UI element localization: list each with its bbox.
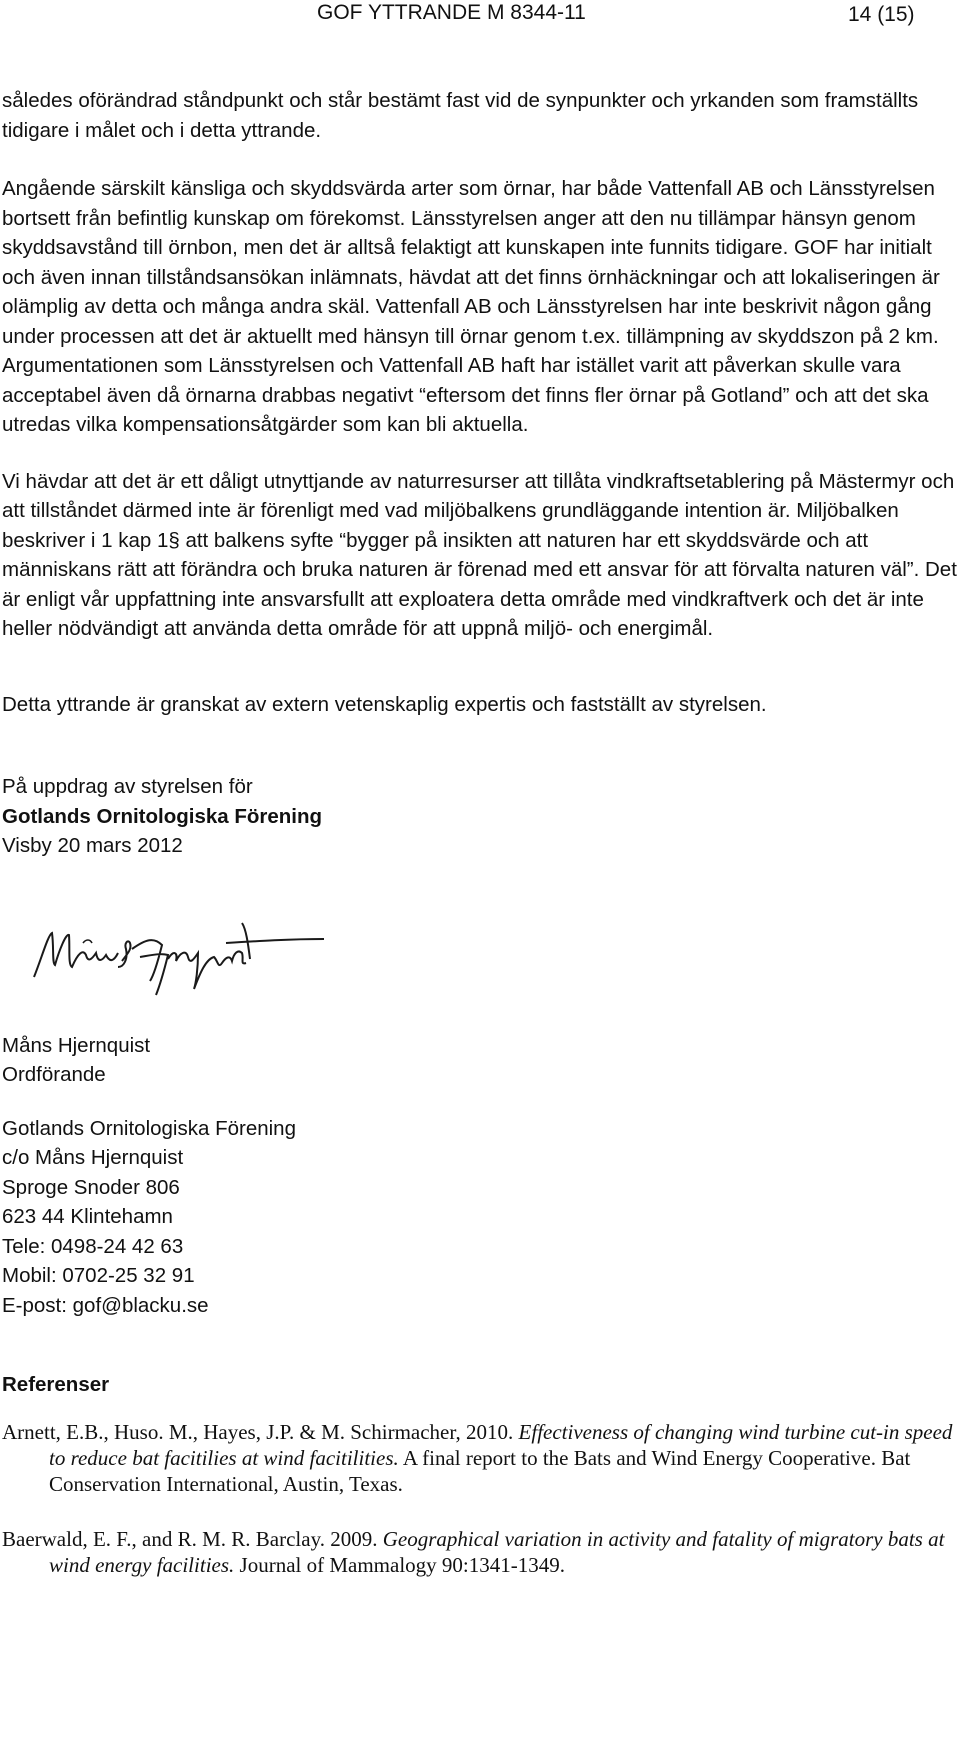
document-body xyxy=(2,86,957,1578)
signatory-role: Ordförande xyxy=(2,1063,106,1086)
reference-authors: Arnett, E.B., Huso. M., Hayes, J.P. & M. Schirmacher, 2010. xyxy=(2,1420,519,1444)
page-number: 14 (15) xyxy=(848,3,915,26)
references-heading: Referenser xyxy=(2,1373,110,1396)
signatory-name: Måns Hjernquist xyxy=(2,1033,151,1057)
reference-source: Journal of Mammalogy 90:1341-1349. xyxy=(234,1553,565,1577)
address-email: E-post: gof@blacku.se xyxy=(2,1293,209,1317)
reference-title: Geographical variation in activity and fatality of migratory bats at wind energy facilities. xyxy=(49,1527,945,1577)
page-header xyxy=(0,0,960,30)
paragraph: Detta yttrande är granskat av extern vetenskaplig expertis och fastställt av styrelsen. xyxy=(2,692,767,716)
reference-title: Effectiveness of changing wind turbine cut-in speed to reduce bat facitilies at wind facitilities. xyxy=(49,1420,953,1470)
paragraph: således oförändrad ståndpunkt och står bestämt fast vid de synpunkter och yrkanden som framställts tidigare i målet och i detta yttrande. xyxy=(2,89,919,142)
reference-source: A final report to the Bats and Wind Energy Cooperative. Bat Conservation International, Austin, Texas. xyxy=(49,1446,911,1496)
signoff-organization: Gotlands Ornitologiska Förening xyxy=(2,804,323,828)
contact-address xyxy=(2,1114,957,1321)
address-street: Sproge Snoder 806 xyxy=(2,1175,180,1199)
signoff-commission: På uppdrag av styrelsen för xyxy=(2,775,253,798)
reference-authors: Baerwald, E. F., and R. M. R. Barclay. 2009. xyxy=(2,1527,383,1551)
paragraph: Angående särskilt känsliga och skyddsvärda arter som örnar, har både Vattenfall AB och Länsstyrelsen bortsett från befintlig kunskap om förekomst. Länsstyrelsen anger att den nu tillämpar hänsyn genom skyddsavstånd till örnbon, men det är alltså felaktigt att kunskapen inte funnits tidigare. GOF har initialt och även innan tillståndsansökan inlämnats, hävdat att det finns örnhäckningar och att lokaliseringen är olämplig av detta och många andra skäl. Vattenfall AB och Länsstyrelsen har inte beskrivit någon gång under processen att det är aktuellt med hänsyn till örnar genom t.ex. tillämpning av skyddszon på 2 km. Argumentationen som Länsstyrelsen och Vattenfall AB haft har istället varit att påverkan skulle vara acceptabel även då örnarna drabbas negativt “eftersom det finns fler örnar på Gotland” och att det ska utredas vilka kompensationsåtgärder som kan bli aktuella. xyxy=(2,177,940,436)
address-phone: Tele: 0498-24 42 63 xyxy=(2,1234,184,1258)
address-postal: 623 44 Klintehamn xyxy=(2,1205,173,1228)
reference-item xyxy=(2,1526,957,1578)
reference-item xyxy=(2,1419,957,1497)
address-org: Gotlands Ornitologiska Förening xyxy=(2,1116,296,1140)
paragraph: Vi hävdar att det är ett dåligt utnyttjande av naturresurser att tillåta vindkraftsetablering på Mästermyr och att tillståndet därmed inte är förenligt med vad miljöbalkens grundläggande intention är. Miljöbalken beskriver i 1 kap 1§ att balkens syfte “bygger på insikten att naturen har ett skyddsvärde och att människans rätt att förändra och bruka naturen är förenad med ett ansvar för att förvalta naturen väl”. Det är enligt vår uppfattning inte ansvarsfullt att exploatera detta område med vindkraftverk och det är inte heller nödvändigt att använda detta område för att uppnå miljö- och energimål. xyxy=(2,469,957,640)
address-mobile: Mobil: 0702-25 32 91 xyxy=(2,1264,195,1287)
signature xyxy=(2,861,957,1031)
address-co: c/o Måns Hjernquist xyxy=(2,1146,184,1169)
document-title: GOF YTTRANDE M 8344-11 xyxy=(317,1,586,24)
handwritten-signature xyxy=(28,913,328,1023)
signoff-place-date: Visby 20 mars 2012 xyxy=(2,834,183,857)
